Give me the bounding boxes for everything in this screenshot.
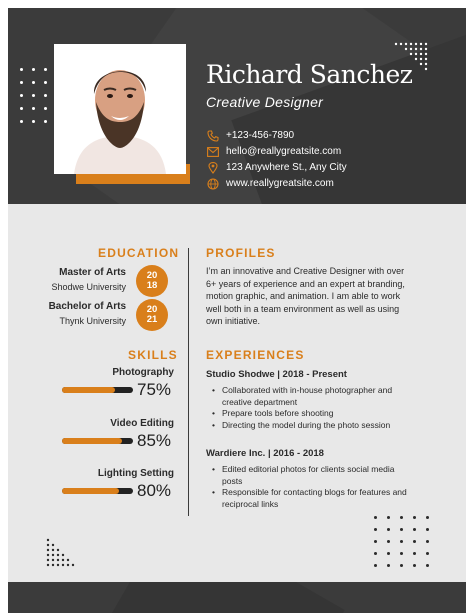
profile-text: I’m an innovative and Creative Designer with over 6+ years of experience and an expert at branding, motion graphic, and animation. I am able to work well both in a team environment as well as using own initiative.	[206, 266, 405, 326]
resume-sheet	[8, 8, 466, 613]
job-bullet: • Prepare tools before shooting	[210, 408, 410, 420]
skill-bar	[62, 488, 133, 494]
skill-bar	[62, 438, 133, 444]
footer-facet	[111, 582, 344, 613]
contact-phone	[206, 128, 347, 143]
contact-address	[206, 160, 347, 175]
education-item	[16, 301, 126, 326]
education-degree: Bachelor of Arts	[48, 301, 126, 312]
education-title: EDUCATION	[98, 246, 180, 260]
dot-triangle-decoration	[46, 538, 82, 574]
skill-label: Video Editing	[110, 418, 174, 429]
candidate-role: Creative Designer	[206, 94, 324, 110]
skill-item	[62, 367, 174, 400]
job-bullets	[210, 464, 410, 510]
dot-pattern-right	[374, 516, 429, 567]
contact-phone-text: +123-456-7890	[226, 130, 295, 141]
header-band	[8, 8, 466, 204]
contact-address-text: 123 Anywhere St., Any City	[226, 162, 347, 173]
column-divider	[188, 248, 189, 516]
profiles-title: PROFILES	[206, 246, 276, 260]
skill-label: Lighting Setting	[97, 468, 174, 479]
education-school: Shodwe University	[51, 282, 126, 292]
education-degree: Master of Arts	[59, 267, 126, 278]
skill-item	[62, 468, 174, 501]
contact-list	[206, 128, 347, 192]
contact-website-text: www.reallygreatsite.com	[226, 178, 334, 189]
job-bullet: • Directing the model during the photo session	[210, 420, 410, 432]
skill-bar-fill	[62, 438, 122, 444]
job-bullet: • Edited editorial photos for clients social media posts	[210, 464, 410, 487]
contact-email	[206, 144, 347, 159]
candidate-name: Richard Sanchez	[206, 60, 413, 89]
skill-percent: 80%	[137, 481, 172, 500]
contact-email-text: hello@reallygreatsite.com	[226, 146, 342, 157]
job-bullet: • Responsible for contacting blogs for features and reciprocal links	[210, 487, 410, 510]
phone-icon	[206, 129, 220, 143]
contact-website	[206, 176, 347, 191]
skill-bar-fill	[62, 387, 115, 393]
globe-icon	[206, 177, 220, 191]
education-item	[16, 267, 126, 292]
education-school: Thynk University	[59, 316, 126, 326]
skills-title: SKILLS	[128, 348, 178, 362]
skill-bar-fill	[62, 488, 119, 494]
skill-item	[62, 418, 174, 451]
skill-percent: 85%	[137, 431, 172, 450]
portrait-image	[54, 44, 186, 174]
skill-label: Photography	[112, 367, 174, 378]
skill-percent: 75%	[137, 380, 172, 399]
experiences-title: EXPERIENCES	[206, 348, 305, 362]
job-bullet: • Collaborated with in-house photographer and creative department	[210, 385, 410, 408]
job-heading: Wardiere Inc. | 2016 - 2018	[206, 448, 324, 459]
location-icon	[206, 161, 220, 175]
job-bullets	[210, 385, 410, 431]
profile-photo	[54, 44, 186, 174]
education-year-badge: 20 18	[136, 265, 168, 297]
job-heading: Studio Shodwe | 2018 - Present	[206, 369, 347, 380]
education-year-badge: 20 21	[136, 299, 168, 331]
skill-bar	[62, 387, 133, 393]
mail-icon	[206, 145, 220, 159]
footer-band	[8, 582, 466, 613]
